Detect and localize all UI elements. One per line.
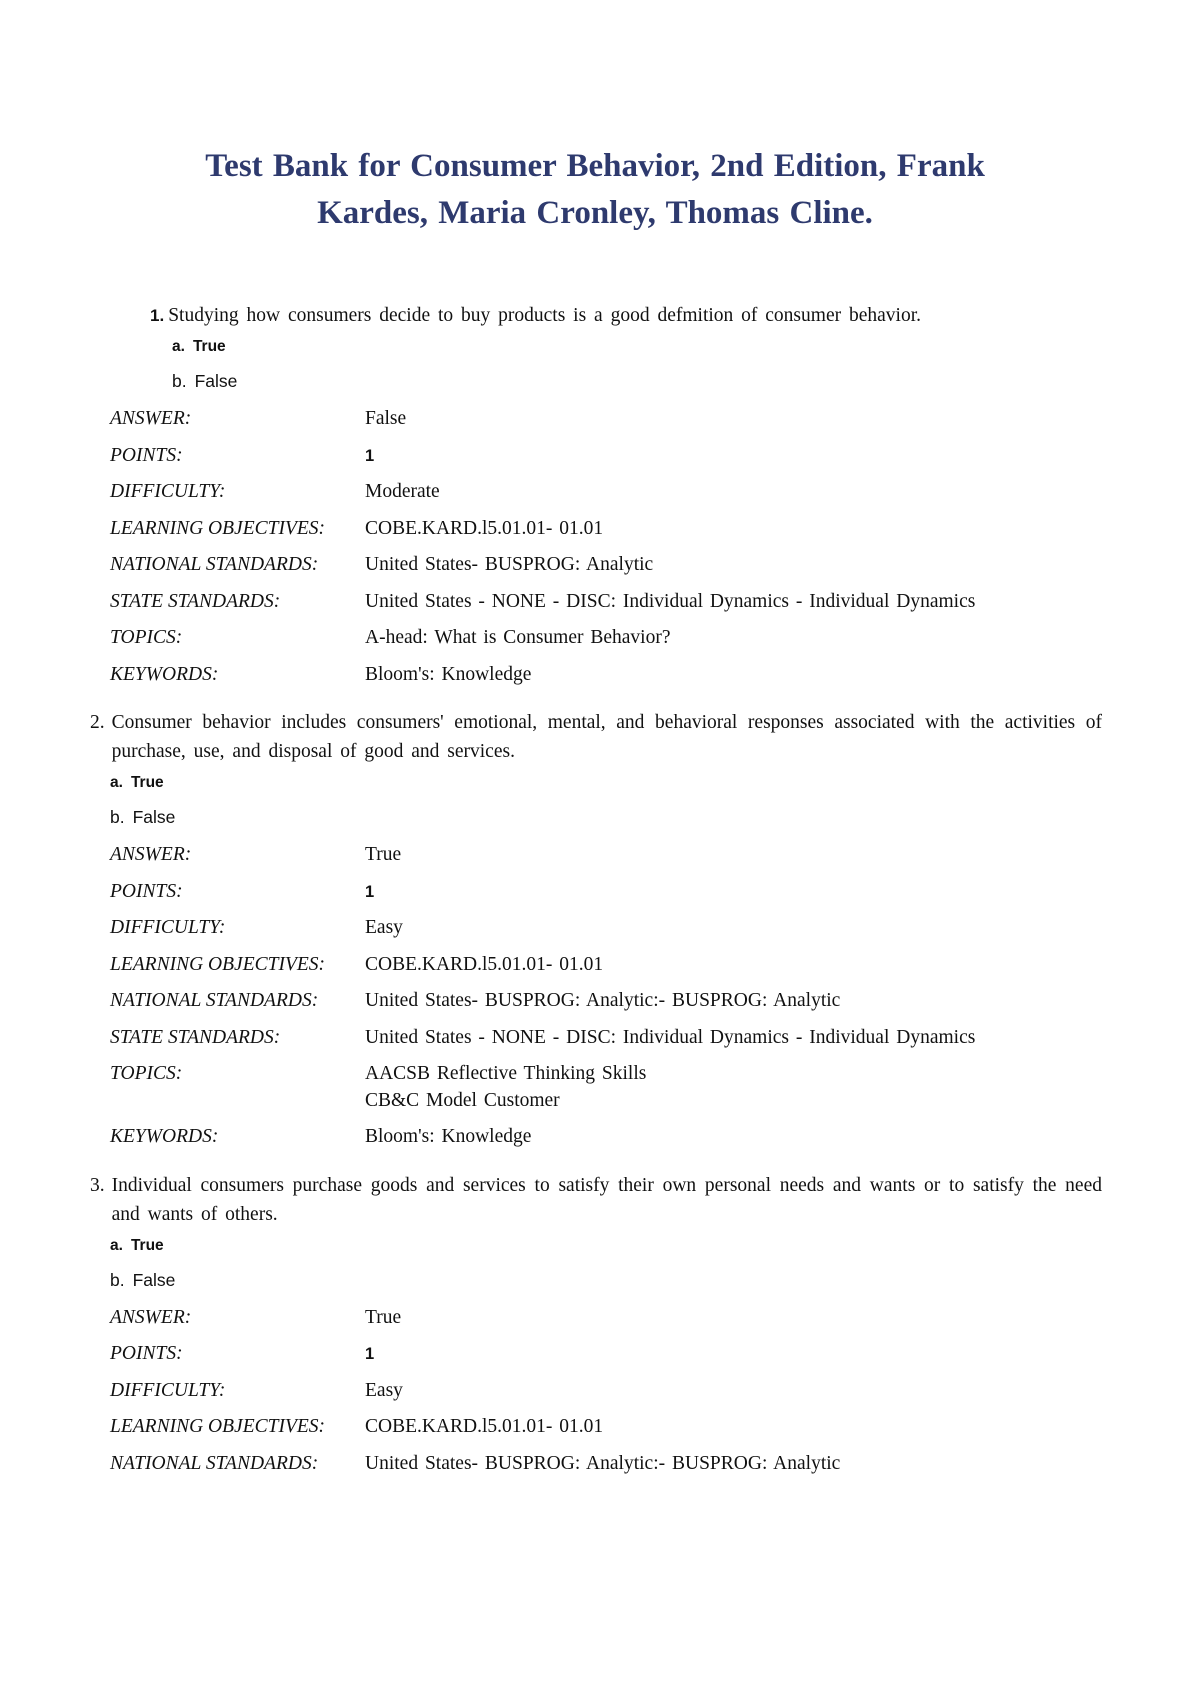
question-1-option-a [172, 337, 1190, 357]
field-label: NATIONAL STANDARDS: [110, 990, 319, 1011]
question-3-fields [0, 1305, 1190, 1478]
field-value: True [365, 1306, 402, 1328]
option-letter: a. [110, 774, 123, 791]
field-label: ANSWER: [110, 408, 192, 429]
field-points [110, 879, 1190, 906]
question-3-option-b [110, 1269, 1190, 1291]
field-value: 1 [365, 446, 375, 465]
field-value: Easy [365, 917, 403, 938]
option-letter: a. [172, 338, 185, 355]
question-1-number: 1. [150, 306, 165, 325]
field-value: A-head: What is Consumer Behavior? [365, 627, 671, 648]
field-value: 1 [365, 882, 375, 901]
field-value: United States- BUSPROG: Analytic [365, 554, 654, 575]
field-value: Bloom's: Knowledge [365, 1126, 532, 1147]
option-label: False [132, 1269, 176, 1290]
field-label: TOPICS: [110, 627, 183, 648]
document-page [0, 143, 1190, 1683]
field-value: COBE.KARD.l5.01.01- 01.01 [365, 1416, 604, 1437]
field-value: AACSB Reflective Thinking Skills CB&C Model Customer [365, 1063, 647, 1111]
page-title: Test Bank for Consumer Behavior, 2nd Edition, Frank Kardes, Maria Cronley, Thomas Cline. [205, 148, 985, 231]
field-difficulty [110, 479, 1190, 506]
field-value: Moderate [365, 481, 440, 502]
field-label: POINTS: [110, 444, 183, 466]
field-value: Easy [365, 1379, 403, 1401]
field-learning-objectives [110, 952, 1190, 979]
option-letter: b. [172, 371, 187, 391]
question-2-option-a [110, 773, 1190, 793]
option-letter: b. [110, 1269, 125, 1290]
field-points [110, 1341, 1190, 1368]
question-3-option-a [110, 1236, 1190, 1256]
option-label: False [194, 371, 238, 391]
field-state-standards [110, 1025, 1190, 1052]
question-3-options [0, 1236, 1190, 1291]
field-state-standards [110, 589, 1190, 616]
question-1-line [0, 301, 1190, 330]
question-3-text: Individual consumers purchase goods and services to satisfy their own personal needs and wants or to satisfy the need and wants of others. [111, 1174, 1102, 1225]
field-label: LEARNING OBJECTIVES: [110, 953, 326, 975]
option-label: True [130, 1236, 164, 1254]
field-value: True [365, 844, 402, 865]
question-2-options [0, 773, 1190, 828]
option-label: True [130, 774, 164, 791]
field-learning-objectives [110, 1414, 1190, 1441]
field-label: DIFFICULTY: [110, 1379, 226, 1401]
field-value: United States- BUSPROG: Analytic:- BUSPROG: Analytic [365, 1452, 841, 1474]
option-label: False [132, 807, 176, 827]
field-label: STATE STANDARDS: [110, 1026, 281, 1048]
question-2 [0, 708, 1190, 1151]
field-label: DIFFICULTY: [110, 481, 226, 502]
question-1-fields [0, 406, 1190, 688]
question-1-option-b [172, 370, 1190, 392]
field-national-standards [110, 988, 1190, 1015]
field-answer [110, 406, 1190, 433]
field-value: United States - NONE - DISC: Individual Dynamics - Individual Dynamics [365, 590, 976, 612]
field-label: ANSWER: [110, 1306, 192, 1328]
field-answer [110, 1305, 1190, 1332]
field-label: NATIONAL STANDARDS: [110, 554, 319, 575]
field-label: POINTS: [110, 1343, 183, 1364]
field-label: KEYWORDS: [110, 1126, 219, 1147]
field-value: United States - NONE - DISC: Individual Dynamics - Individual Dynamics [365, 1026, 976, 1048]
field-difficulty [110, 915, 1190, 942]
field-value: COBE.KARD.l5.01.01- 01.01 [365, 953, 604, 975]
question-2-number: 2. [90, 712, 105, 733]
question-2-text: Consumer behavior includes consumers' emotional, mental, and behavioral responses associated with the activities of purchase, use, and disposal of good and services. [111, 712, 1102, 762]
field-topics [110, 625, 1190, 652]
option-letter: b. [110, 807, 125, 827]
field-difficulty [110, 1378, 1190, 1405]
field-topics [110, 1061, 1190, 1114]
question-3-number: 3. [90, 1174, 105, 1196]
field-label: TOPICS: [110, 1063, 183, 1084]
question-2-option-b [110, 806, 1190, 828]
question-3-line [0, 1171, 1190, 1229]
field-value: False [365, 408, 407, 429]
option-letter: a. [110, 1236, 123, 1254]
question-1 [0, 301, 1190, 688]
field-keywords [110, 662, 1190, 689]
question-1-options [0, 337, 1190, 392]
field-label: NATIONAL STANDARDS: [110, 1452, 319, 1474]
field-label: POINTS: [110, 880, 183, 902]
field-national-standards [110, 552, 1190, 579]
question-2-line [0, 708, 1190, 766]
question-1-text: Studying how consumers decide to buy products is a good defmition of consumer behavior. [168, 305, 921, 326]
field-value: 1 [365, 1345, 375, 1363]
field-value: United States- BUSPROG: Analytic:- BUSPROG: Analytic [365, 990, 841, 1011]
field-national-standards [110, 1451, 1190, 1478]
field-keywords [110, 1124, 1190, 1151]
field-answer [110, 842, 1190, 869]
field-learning-objectives [110, 516, 1190, 543]
field-label: STATE STANDARDS: [110, 590, 281, 612]
field-label: LEARNING OBJECTIVES: [110, 1416, 326, 1437]
field-value: Bloom's: Knowledge [365, 663, 532, 685]
field-label: LEARNING OBJECTIVES: [110, 517, 326, 539]
field-label: DIFFICULTY: [110, 917, 226, 938]
field-label: ANSWER: [110, 844, 192, 865]
field-points [110, 443, 1190, 470]
question-3 [0, 1171, 1190, 1478]
field-label: KEYWORDS: [110, 663, 219, 685]
question-2-fields [0, 842, 1190, 1151]
field-value: COBE.KARD.l5.01.01- 01.01 [365, 517, 604, 539]
option-label: True [192, 338, 226, 355]
